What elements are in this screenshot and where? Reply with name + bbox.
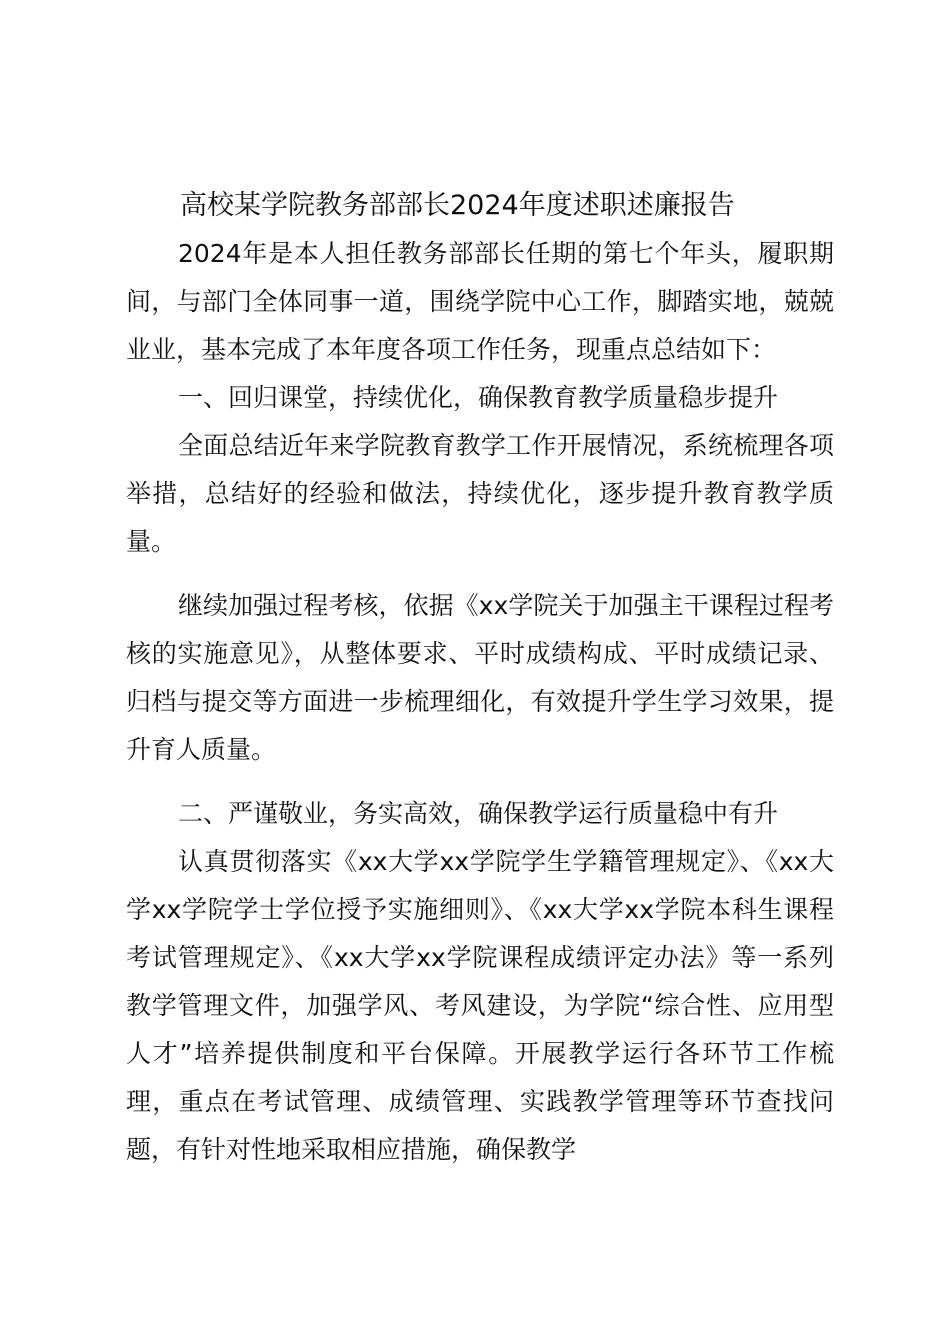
section-1-heading: 一、回归课堂，持续优化，确保教育教学质量稳步提升 bbox=[178, 383, 779, 412]
intro-paragraph: 2024年是本人担任教务部部长任期的第七个年头，履职期间，与部门全体同事一道，围绕学院中心工作，脚踏实地，兢兢业业，基本完成了本年度各项工作任务，现重点总结如下： bbox=[126, 239, 834, 364]
section-2-paragraph-1: 认真贯彻落实《xx大学xx学院学生学籍管理规定》、《xx大学xx学院学士学位授予实施细则》、《xx大学xx学院本科生课程考试管理规定》、《xx大学xx学院课程成绩评定办法》等一系列教学管理文件，加强学风、考风建设，为学院“综合性、应用型人才”培养提供制度和平台保障。开展教学运行各环节工作梳理，重点在考试管理、成绩管理、实践教学管理等环节查找问题，有针对性地采取相应措施，确保教学 bbox=[126, 847, 834, 1164]
document-title: 高校某学院教务部部长2024年度述职述廉报告 bbox=[180, 190, 735, 221]
section-1-paragraph-2: 继续加强过程考核，依据《xx学院关于加强主干课程过程考核的实施意见》，从整体要求、平时成绩构成、平时成绩记录、归档与提交等方面进一步梳理细化，有效提升学生学习效果，提升育人质量。 bbox=[126, 591, 834, 764]
document-page bbox=[126, 182, 834, 1174]
section-2-heading: 二、严谨敬业，务实高效，确保教学运行质量稳中有升 bbox=[178, 799, 779, 828]
section-1-paragraph-1: 全面总结近年来学院教育教学工作开展情况，系统梳理各项举措，总结好的经验和做法，持续优化，逐步提升教育教学质量。 bbox=[126, 431, 834, 556]
